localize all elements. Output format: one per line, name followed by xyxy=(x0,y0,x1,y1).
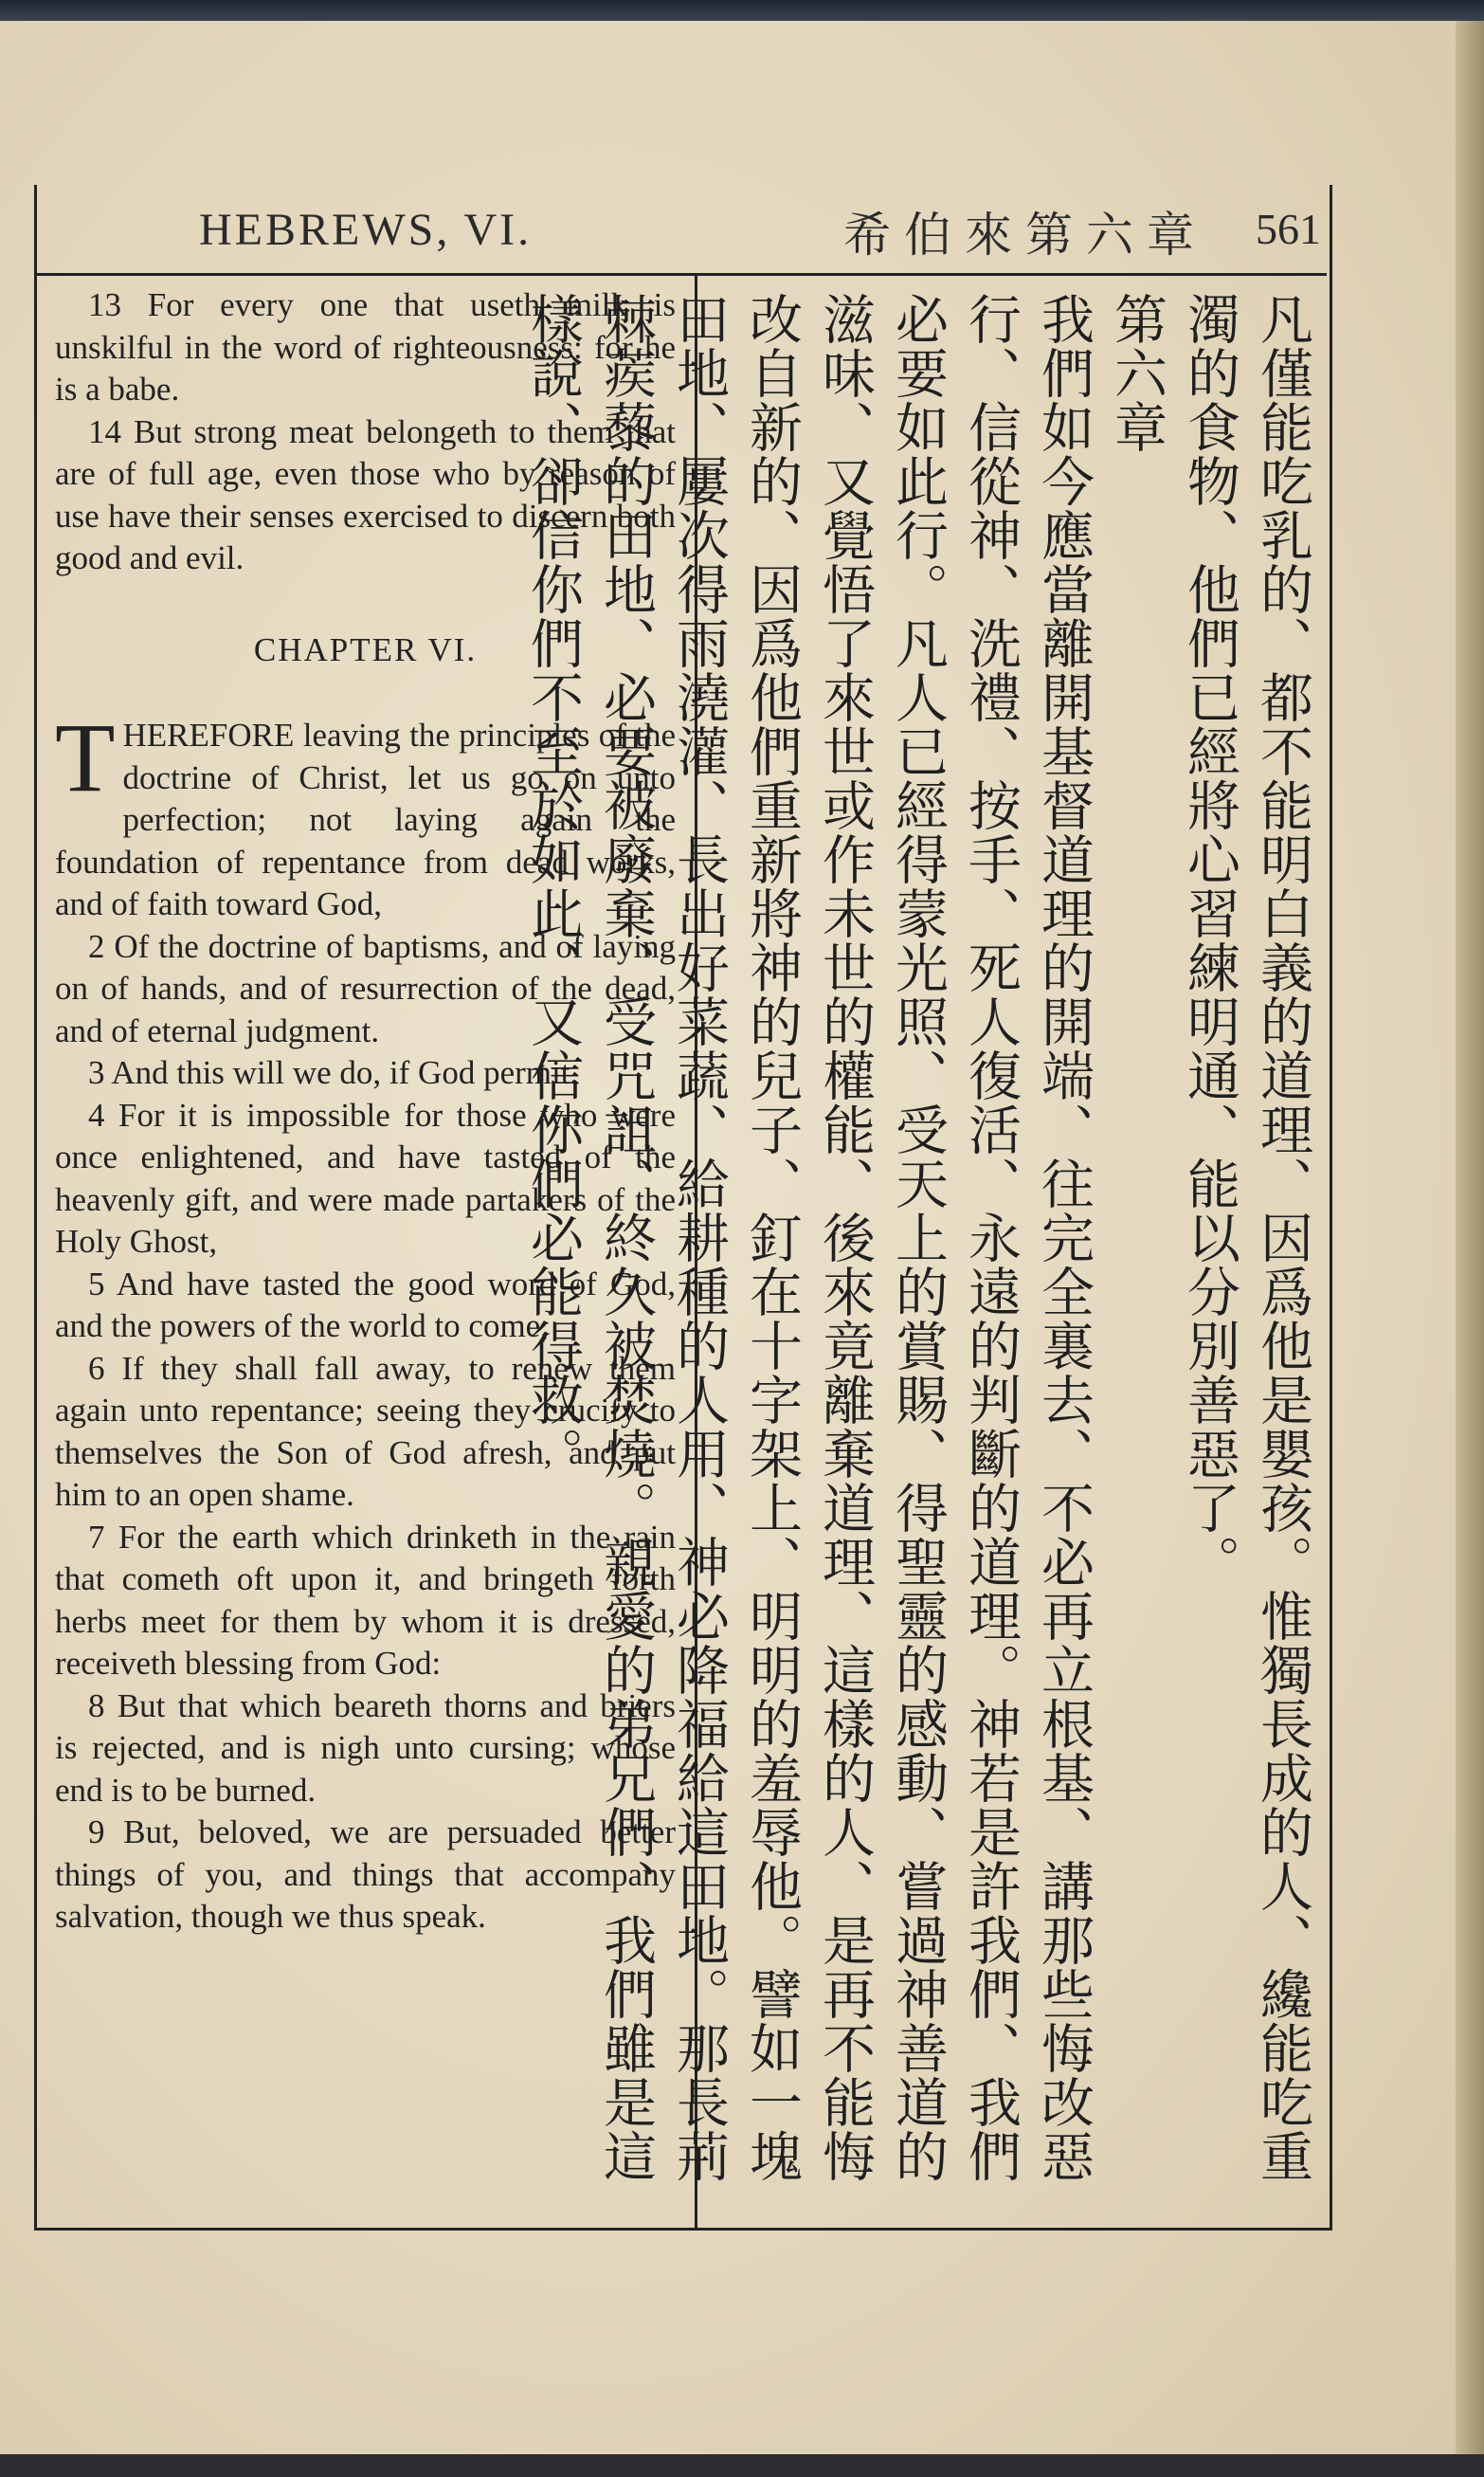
drop-cap: T xyxy=(55,703,116,812)
verse-6-4: 4 For it is impossible for those who were once enlightened, and have tasted of the heavenly gift, and were made partakers of the Holy Ghost, xyxy=(55,1096,676,1260)
page-edge-shadow xyxy=(1456,21,1484,2455)
chinese-verse-6-6: 後來竟離棄道理、這樣的人、是再不能悔改自新的、因爲他們重新將神的兒子、釘在十字架上、明明的羞辱他。 xyxy=(741,292,876,2183)
chinese-chapter-heading: 第六章 xyxy=(1106,292,1167,454)
chinese-verse-5-14-text: 惟獨長成的人、纔能吃重濁的食物、他們已經將心習練明通、能以分別善惡了。 xyxy=(1179,292,1313,2183)
chinese-verse-5-13-text: 凡僅能吃乳的、都不能明白義的道理、因爲他是嬰孩。 xyxy=(1252,292,1313,1589)
verse-6-5: 5 And have tasted the good word of God, and the powers of the world to come, xyxy=(55,1265,676,1344)
chinese-verses-6-1-3 xyxy=(516,292,1100,2226)
book-bottom-edge xyxy=(0,2454,1484,2477)
verse-6-9: 9 But, beloved, we are persuaded better things of you, and things that accompany salvation, though we thus speak. xyxy=(55,1813,676,1935)
chinese-verse-6-1: 我們如今應當離開基督道理的開端、往完全裏去、不必再立根基、講那些悔改惡行、信從神、 xyxy=(960,292,1095,2183)
verse-6-2: 2 Of the doctrine of baptisms, and of laying on of hands, and of resurrection of the dead, and of eternal judgment. xyxy=(55,927,676,1049)
chinese-verse-6-2: 洗禮、按手、死人復活、永遠的判斷的道理。 xyxy=(960,616,1022,1697)
page-number: 561 xyxy=(1256,205,1321,253)
verse-6-3: 3 And this will we do, if God permit. xyxy=(88,1054,579,1091)
verse-6-8: 8 But that which beareth thorns and briers is rejected, and is nigh unto cursing; whose end is to be burned. xyxy=(55,1686,676,1809)
header-rule xyxy=(34,273,1327,276)
chinese-verse-6-5: 嘗過神善道的滋味、又覺悟了來世或作未世的權能、 xyxy=(814,292,949,2183)
chinese-column xyxy=(522,292,1319,2226)
running-head-english: HEBREWS, VI. xyxy=(199,205,533,255)
running-head-chinese: 希伯來第六章 xyxy=(843,208,1207,263)
chinese-verse-6-9: 親愛的弟兄們、我們雖是這樣說、卻信你們不至於如此、又信你們必能得救。 xyxy=(522,292,657,2183)
chinese-verse-6-3: 神若是許我們、我們必要如此行。 xyxy=(887,292,1022,2183)
verse-6-6: 6 If they shall fall away, to renew them again unto repentance; seeing they crucify to themselves the Son of God afresh, and put him to an open shame. xyxy=(55,1349,676,1513)
chinese-verse-6-4: 凡人已經得蒙光照、受天上的賞賜、得聖靈的感動、 xyxy=(887,616,949,1859)
book-cover-edge xyxy=(0,0,1484,21)
verse-6-1-text: HEREFORE leaving the principles of the doctrine of Christ, let us go on unto perfection; not laying again the foundation of repentance from dead works, and of faith toward God, xyxy=(55,717,676,922)
chinese-verse-6-7: 譬如一塊田地、屢次得雨澆灌、長出好菜蔬、給耕種的人用、神必降福給這田地。 xyxy=(668,292,803,2183)
verse-5-13: 13 For every one that useth milk is unskilful in the word of righteousness: for he is a babe. xyxy=(55,286,676,408)
chinese-verse-5-13 xyxy=(1173,292,1319,2226)
verse-6-7: 7 For the earth which drinketh in the rain that cometh oft upon it, and bringeth forth herbs meet for them by whom it is dressed, receiveth blessing from God: xyxy=(55,1518,676,1682)
verse-5-14: 14 But strong meat belongeth to them that are of full age, even those who by reason of use have their senses exercised to discern both good and evil. xyxy=(55,412,676,576)
chinese-verse-6-8: 那長荊棘蒺藜的田地、必要被廢棄、受咒詛、終久被焚燒。 xyxy=(595,292,730,2183)
chapter-heading: CHAPTER VI. xyxy=(253,630,478,668)
